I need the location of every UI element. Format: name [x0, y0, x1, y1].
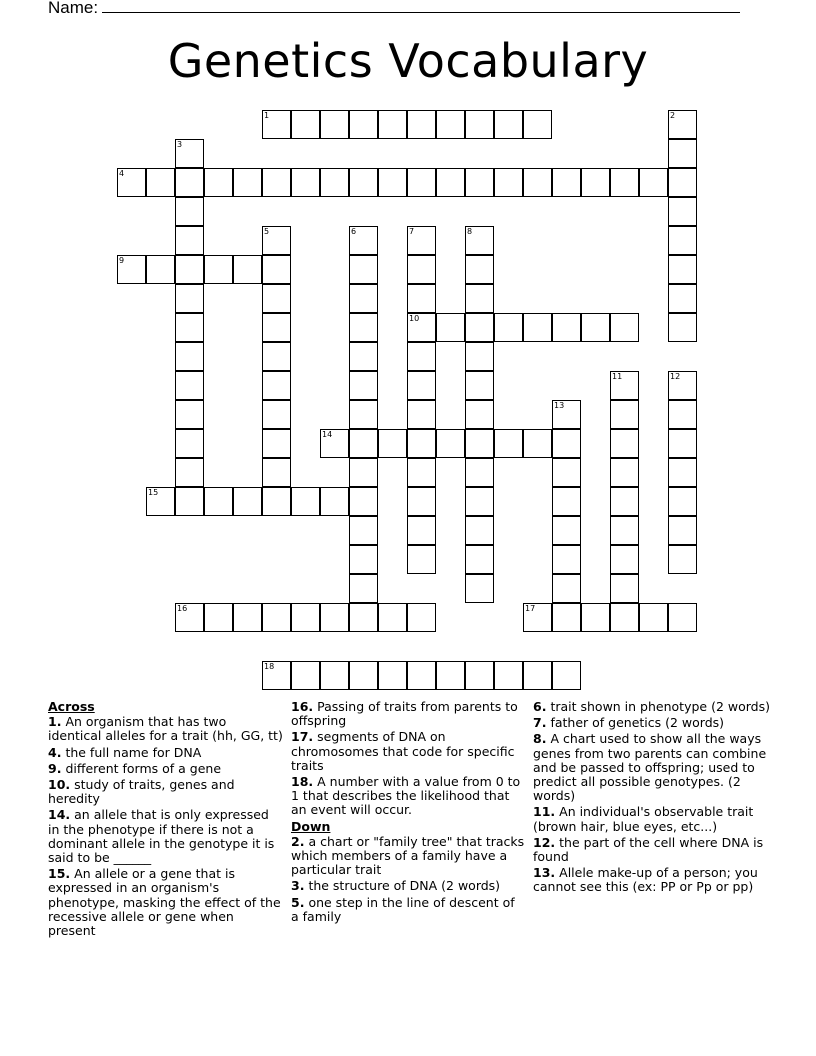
clue-number: 10 — [409, 314, 420, 323]
clue-across-1: 1. An organism that has two identical alleles for a trait (hh, GG, tt) — [48, 714, 283, 744]
clue-number: 5 — [264, 227, 270, 236]
grid-cell[interactable] — [349, 226, 378, 255]
grid-cell[interactable] — [349, 487, 378, 516]
clue-number: 18 — [264, 662, 275, 671]
grid-cell[interactable] — [349, 516, 378, 545]
clue-number: 16 — [177, 604, 188, 613]
grid-cell[interactable] — [494, 429, 523, 458]
grid-cell[interactable] — [349, 313, 378, 342]
grid-cell[interactable] — [552, 661, 581, 690]
clue-number: 11 — [612, 372, 623, 381]
grid-cell[interactable] — [349, 458, 378, 487]
grid-cell[interactable] — [523, 110, 552, 139]
grid-cell[interactable] — [378, 110, 407, 139]
clues-column-2 — [291, 700, 526, 926]
grid-cell[interactable] — [262, 661, 291, 690]
grid-cell[interactable] — [494, 110, 523, 139]
clues-column-3 — [533, 700, 773, 897]
grid-cell[interactable] — [320, 487, 349, 516]
clue-number: 14 — [322, 430, 333, 439]
grid-cell[interactable] — [668, 545, 697, 574]
grid-cell[interactable] — [320, 661, 349, 690]
grid-cell[interactable] — [349, 400, 378, 429]
grid-cell[interactable] — [494, 168, 523, 197]
grid-cell[interactable] — [639, 603, 668, 632]
grid-cell[interactable] — [233, 168, 262, 197]
grid-cell[interactable] — [668, 255, 697, 284]
grid-cell[interactable] — [494, 313, 523, 342]
grid-cell[interactable] — [552, 168, 581, 197]
grid-cell[interactable] — [262, 284, 291, 313]
grid-cell[interactable] — [436, 661, 465, 690]
grid-cell[interactable] — [668, 110, 697, 139]
grid-cell[interactable] — [523, 429, 552, 458]
grid-cell[interactable] — [610, 168, 639, 197]
grid-cell[interactable] — [523, 168, 552, 197]
grid-cell[interactable] — [465, 661, 494, 690]
grid-cell[interactable] — [610, 429, 639, 458]
clue-number: 8 — [467, 227, 473, 236]
grid-cell[interactable] — [668, 226, 697, 255]
grid-cell[interactable] — [465, 574, 494, 603]
grid-cell[interactable] — [436, 110, 465, 139]
clue-number: 7 — [409, 227, 415, 236]
grid-cell[interactable] — [465, 284, 494, 313]
clue-across-14: 14. an allele that is only expressed in the phenotype if there is not a dominant allele in the genotype it is said to be ______ — [48, 807, 275, 866]
grid-cell[interactable] — [465, 313, 494, 342]
clue-number: 12 — [670, 372, 681, 381]
clue-number: 6 — [351, 227, 357, 236]
grid-cell[interactable] — [465, 168, 494, 197]
grid-cell[interactable] — [668, 197, 697, 226]
grid-cell[interactable] — [552, 313, 581, 342]
page-title: Genetics Vocabulary — [167, 34, 649, 88]
grid-cell[interactable] — [407, 516, 436, 545]
grid-cell[interactable] — [175, 342, 204, 371]
grid-cell[interactable] — [465, 226, 494, 255]
grid-cell[interactable] — [378, 168, 407, 197]
grid-cell[interactable] — [262, 603, 291, 632]
grid-cell[interactable] — [610, 516, 639, 545]
grid-cell[interactable] — [262, 226, 291, 255]
grid-cell[interactable] — [407, 661, 436, 690]
grid-cell[interactable] — [465, 545, 494, 574]
clue-down-3: 3. the structure of DNA (2 words) — [291, 878, 501, 894]
grid-cell[interactable] — [233, 487, 262, 516]
grid-cell[interactable] — [552, 429, 581, 458]
grid-cell[interactable] — [262, 255, 291, 284]
grid-cell[interactable] — [349, 168, 378, 197]
grid-cell[interactable] — [262, 429, 291, 458]
grid-cell[interactable] — [378, 661, 407, 690]
grid-cell[interactable] — [262, 110, 291, 139]
grid-cell[interactable] — [378, 603, 407, 632]
grid-cell[interactable] — [668, 458, 697, 487]
grid-cell[interactable] — [668, 168, 697, 197]
grid-cell[interactable] — [668, 313, 697, 342]
grid-cell[interactable] — [668, 516, 697, 545]
grid-cell[interactable] — [668, 400, 697, 429]
grid-cell[interactable] — [233, 255, 262, 284]
grid-cell[interactable] — [146, 487, 175, 516]
grid-cell[interactable] — [291, 110, 320, 139]
grid-cell[interactable] — [204, 487, 233, 516]
clue-across-9: 9. different forms of a gene — [48, 760, 222, 776]
clue-number: 9 — [119, 256, 125, 265]
grid-cell[interactable] — [291, 168, 320, 197]
grid-cell[interactable] — [407, 487, 436, 516]
clue-down-2: 2. a chart or "family tree" that tracks which members of a family have a particular trait — [291, 833, 525, 878]
grid-cell[interactable] — [436, 168, 465, 197]
grid-cell[interactable] — [407, 110, 436, 139]
grid-cell[interactable] — [407, 313, 436, 342]
grid-cell[interactable] — [320, 110, 349, 139]
grid-cell[interactable] — [349, 429, 378, 458]
grid-cell[interactable] — [610, 574, 639, 603]
grid-cell[interactable] — [552, 574, 581, 603]
clue-across-17: 17. segments of DNA on chromosomes that code for specific traits — [291, 729, 515, 773]
grid-cell[interactable] — [291, 661, 320, 690]
grid-cell[interactable] — [668, 487, 697, 516]
grid-cell[interactable] — [175, 284, 204, 313]
grid-cell[interactable] — [117, 168, 146, 197]
grid-cell[interactable] — [407, 168, 436, 197]
grid-cell[interactable] — [204, 168, 233, 197]
grid-cell[interactable] — [407, 342, 436, 371]
grid-cell[interactable] — [465, 487, 494, 516]
clue-down-13: 13. Allele make-up of a person; you cannot see this (ex: PP or Pp or pp) — [533, 865, 758, 895]
clue-number: 3 — [177, 140, 183, 149]
grid-cell[interactable] — [175, 226, 204, 255]
grid-cell[interactable] — [262, 342, 291, 371]
grid-cell[interactable] — [465, 255, 494, 284]
grid-cell[interactable] — [262, 400, 291, 429]
grid-cell[interactable] — [610, 371, 639, 400]
grid-cell[interactable] — [581, 313, 610, 342]
grid-cell[interactable] — [146, 168, 175, 197]
grid-cell[interactable] — [552, 516, 581, 545]
grid-cell[interactable] — [552, 400, 581, 429]
grid-cell[interactable] — [175, 197, 204, 226]
grid-cell[interactable] — [349, 545, 378, 574]
grid-cell[interactable] — [407, 603, 436, 632]
grid-cell[interactable] — [349, 371, 378, 400]
clue-down-12: 12. the part of the cell where DNA is found — [533, 834, 764, 865]
grid-cell[interactable] — [552, 487, 581, 516]
grid-cell[interactable] — [117, 255, 146, 284]
grid-cell[interactable] — [552, 458, 581, 487]
clue-number: 13 — [554, 401, 565, 410]
clue-across-10: 10. study of traits, genes and heredity — [48, 777, 235, 807]
clue-down-7: 7. father of genetics (2 words) — [533, 715, 725, 731]
grid-cell[interactable] — [349, 110, 378, 139]
grid-cell[interactable] — [175, 603, 204, 632]
grid-cell[interactable] — [407, 400, 436, 429]
grid-cell[interactable] — [494, 661, 523, 690]
grid-cell[interactable] — [668, 603, 697, 632]
grid-cell[interactable] — [175, 313, 204, 342]
grid-cell[interactable] — [204, 603, 233, 632]
grid-cell[interactable] — [407, 371, 436, 400]
grid-cell[interactable] — [610, 313, 639, 342]
grid-cell[interactable] — [610, 545, 639, 574]
grid-cell[interactable] — [465, 516, 494, 545]
grid-cell[interactable] — [262, 313, 291, 342]
grid-cell[interactable] — [668, 284, 697, 313]
grid-cell[interactable] — [407, 545, 436, 574]
grid-cell[interactable] — [610, 603, 639, 632]
grid-cell[interactable] — [291, 487, 320, 516]
grid-cell[interactable] — [610, 458, 639, 487]
grid-cell[interactable] — [349, 574, 378, 603]
grid-cell[interactable] — [552, 603, 581, 632]
grid-cell[interactable] — [320, 168, 349, 197]
grid-cell[interactable] — [349, 255, 378, 284]
grid-cell[interactable] — [175, 458, 204, 487]
clue-across-4: 4. the full name for DNA — [48, 744, 202, 760]
grid-cell[interactable] — [349, 342, 378, 371]
grid-cell[interactable] — [523, 661, 552, 690]
grid-cell[interactable] — [320, 429, 349, 458]
grid-cell[interactable] — [262, 371, 291, 400]
clue-number: 17 — [525, 604, 536, 613]
grid-cell[interactable] — [262, 487, 291, 516]
grid-cell[interactable] — [175, 487, 204, 516]
grid-cell[interactable] — [523, 313, 552, 342]
clue-number: 2 — [670, 111, 676, 120]
grid-cell[interactable] — [668, 429, 697, 458]
clue-down-6: 6. trait shown in phenotype (2 words) — [533, 699, 770, 714]
grid-cell[interactable] — [465, 400, 494, 429]
grid-cell[interactable] — [349, 284, 378, 313]
grid-cell[interactable] — [407, 255, 436, 284]
grid-cell[interactable] — [175, 139, 204, 168]
clue-across-15: 15. An allele or a gene that is expressed in an organism's phenotype, masking the effect of the recessive allele or gene when present — [48, 866, 281, 939]
name-label: Name: — [48, 0, 99, 17]
grid-cell[interactable] — [320, 603, 349, 632]
grid-cell[interactable] — [581, 168, 610, 197]
grid-cell[interactable] — [175, 429, 204, 458]
grid-cell[interactable] — [610, 400, 639, 429]
grid-cell[interactable] — [262, 458, 291, 487]
across-heading: Across — [48, 699, 95, 714]
clue-down-11: 11. An individual's observable trait (brown hair, blue eyes, etc...) — [533, 804, 754, 834]
clue-across-18: 18. A number with a value from 0 to 1 that describes the likelihood that an event will occur. — [291, 774, 521, 818]
grid-cell[interactable] — [407, 429, 436, 458]
clue-down-8: 8. A chart used to show all the ways genes from two parents can combine and be passed to offspring; used to predict all possible genotypes. (2 words) — [533, 731, 767, 804]
clue-number: 1 — [264, 111, 270, 120]
grid-cell[interactable] — [523, 603, 552, 632]
grid-cell[interactable] — [639, 168, 668, 197]
clue-down-5: 5. one step in the line of descent of a family — [291, 894, 515, 924]
grid-cell[interactable] — [668, 371, 697, 400]
grid-cell[interactable] — [552, 545, 581, 574]
grid-cell[interactable] — [465, 458, 494, 487]
grid-cell[interactable] — [146, 255, 175, 284]
grid-cell[interactable] — [175, 371, 204, 400]
grid-cell[interactable] — [581, 603, 610, 632]
grid-cell[interactable] — [668, 139, 697, 168]
grid-cell[interactable] — [465, 429, 494, 458]
grid-cell[interactable] — [407, 226, 436, 255]
grid-cell[interactable] — [262, 168, 291, 197]
grid-cell[interactable] — [465, 110, 494, 139]
grid-cell[interactable] — [233, 603, 262, 632]
grid-cell[interactable] — [378, 429, 407, 458]
grid-cell[interactable] — [349, 603, 378, 632]
grid-cell[interactable] — [436, 429, 465, 458]
grid-cell[interactable] — [175, 255, 204, 284]
clue-across-16: 16. Passing of traits from parents to offspring — [291, 699, 518, 729]
down-heading: Down — [291, 818, 331, 834]
grid-cell[interactable] — [175, 400, 204, 429]
grid-cell[interactable] — [465, 371, 494, 400]
grid-cell[interactable] — [407, 458, 436, 487]
grid-cell[interactable] — [291, 603, 320, 632]
grid-cell[interactable] — [407, 284, 436, 313]
grid-cell[interactable] — [175, 168, 204, 197]
grid-cell[interactable] — [465, 342, 494, 371]
clues-column-1 — [48, 700, 283, 940]
grid-cell[interactable] — [610, 487, 639, 516]
grid-cell[interactable] — [436, 313, 465, 342]
clue-number: 4 — [119, 169, 125, 178]
grid-cell[interactable] — [204, 255, 233, 284]
grid-cell[interactable] — [349, 661, 378, 690]
clue-number: 15 — [148, 488, 159, 497]
